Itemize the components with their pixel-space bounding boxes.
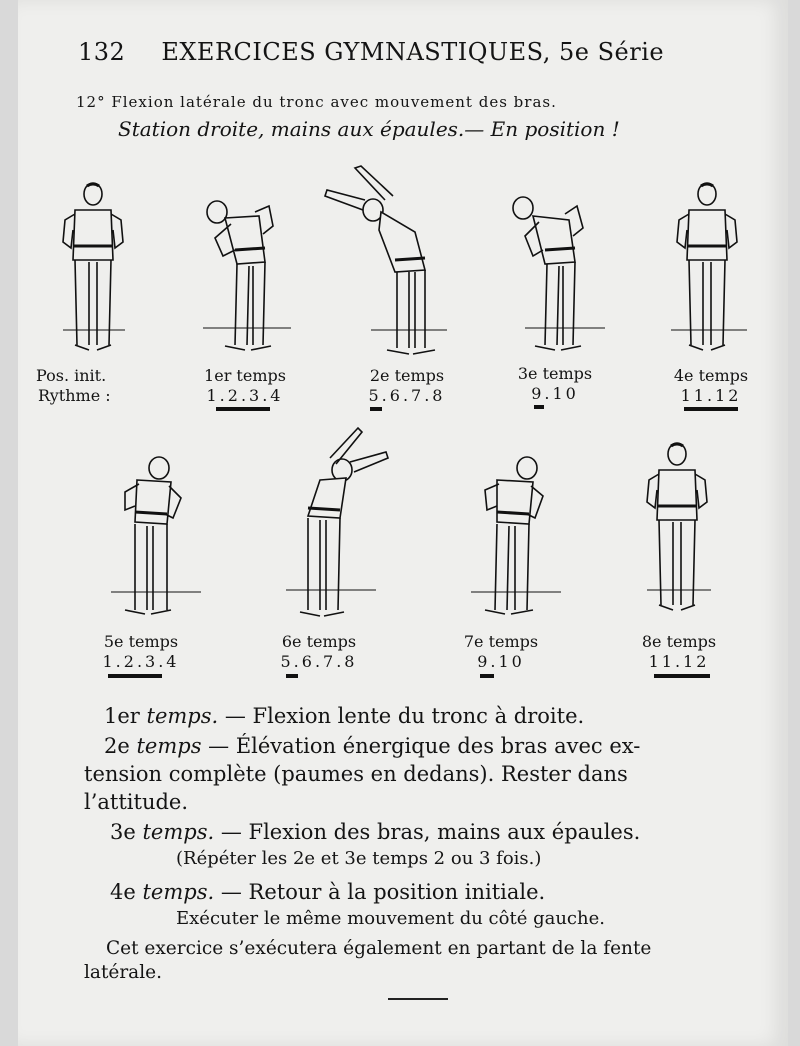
caption-8e-temps: 8e temps — [641, 632, 717, 651]
paragraph-2e-temps-line3: l’attitude. — [84, 790, 189, 814]
rhythm-underline — [216, 407, 270, 411]
rhythm-8e-temps: 11.12 — [648, 652, 710, 671]
paragraph-conclusion-line2: latérale. — [84, 962, 162, 983]
rhythm-7e-temps: 9.10 — [477, 652, 525, 671]
rhythm-6e-temps: 5.6.7.8 — [280, 652, 358, 671]
caption-4e-temps: 4e temps — [673, 366, 749, 385]
rhythm-underline — [286, 674, 298, 678]
caption-5e-temps: 5e temps — [103, 632, 179, 651]
figure-3e-temps — [500, 190, 610, 370]
figure-8e-temps — [632, 440, 722, 630]
figure-4e-temps — [662, 180, 752, 370]
paragraph-4e-temps: 4e temps. — Retour à la position initiale. — [110, 880, 546, 904]
rhythm-underline — [108, 674, 162, 678]
page-header — [78, 38, 664, 66]
rhythm-label: Rythme : — [38, 386, 111, 405]
figure-2e-temps — [320, 160, 450, 370]
figure-7e-temps — [456, 452, 566, 632]
page-number: 132 — [78, 38, 126, 66]
figure-5e-temps — [96, 452, 206, 632]
exercise-subtitle: Station droite, mains aux épaules.— En position ! — [118, 117, 620, 141]
paragraph-1er-temps: 1er temps. — Flexion lente du tronc à droite. — [104, 704, 585, 728]
rhythm-underline — [654, 674, 710, 678]
paragraph-conclusion-line1: Cet exercice s’exécutera également en partant de la fente — [106, 938, 652, 959]
paragraph-3e-temps: 3e temps. — Flexion des bras, mains aux épaules. — [110, 820, 641, 844]
paragraph-4e-temps-note: Exécuter le même mouvement du côté gauche. — [176, 908, 605, 929]
rhythm-1er-temps: 1.2.3.4 — [206, 386, 284, 405]
pos-init-label: Pos. init. — [36, 366, 107, 385]
caption-2e-temps: 2e temps — [369, 366, 445, 385]
figure-1er-temps — [190, 190, 300, 370]
figure-6e-temps — [266, 422, 406, 632]
caption-7e-temps: 7e temps — [463, 632, 539, 651]
paragraph-3e-temps-note: (Répéter les 2e et 3e temps 2 ou 3 fois.) — [176, 848, 542, 869]
rhythm-underline — [480, 674, 494, 678]
section-separator — [388, 998, 448, 1000]
caption-1er-temps: 1er temps — [204, 366, 286, 385]
caption-6e-temps: 6e temps — [281, 632, 357, 651]
exercise-title: 12° Flexion latérale du tronc avec mouvement des bras. — [76, 93, 557, 111]
paragraph-2e-temps-line1: 2e temps — Élévation énergique des bras avec ex- — [104, 734, 641, 758]
rhythm-2e-temps: 5.6.7.8 — [368, 386, 446, 405]
rhythm-5e-temps: 1.2.3.4 — [102, 652, 180, 671]
rhythm-underline — [370, 407, 382, 411]
caption-3e-temps: 3e temps — [517, 364, 593, 383]
rhythm-underline — [534, 405, 544, 409]
rhythm-3e-temps: 9.10 — [531, 384, 579, 403]
rhythm-4e-temps: 11.12 — [680, 386, 742, 405]
rhythm-underline — [684, 407, 738, 411]
figure-initial-position — [48, 180, 138, 370]
running-title: EXERCICES GYMNASTIQUES, 5e Série — [161, 38, 665, 66]
paragraph-2e-temps-line2: tension complète (paumes en dedans). Rester dans — [84, 762, 628, 786]
